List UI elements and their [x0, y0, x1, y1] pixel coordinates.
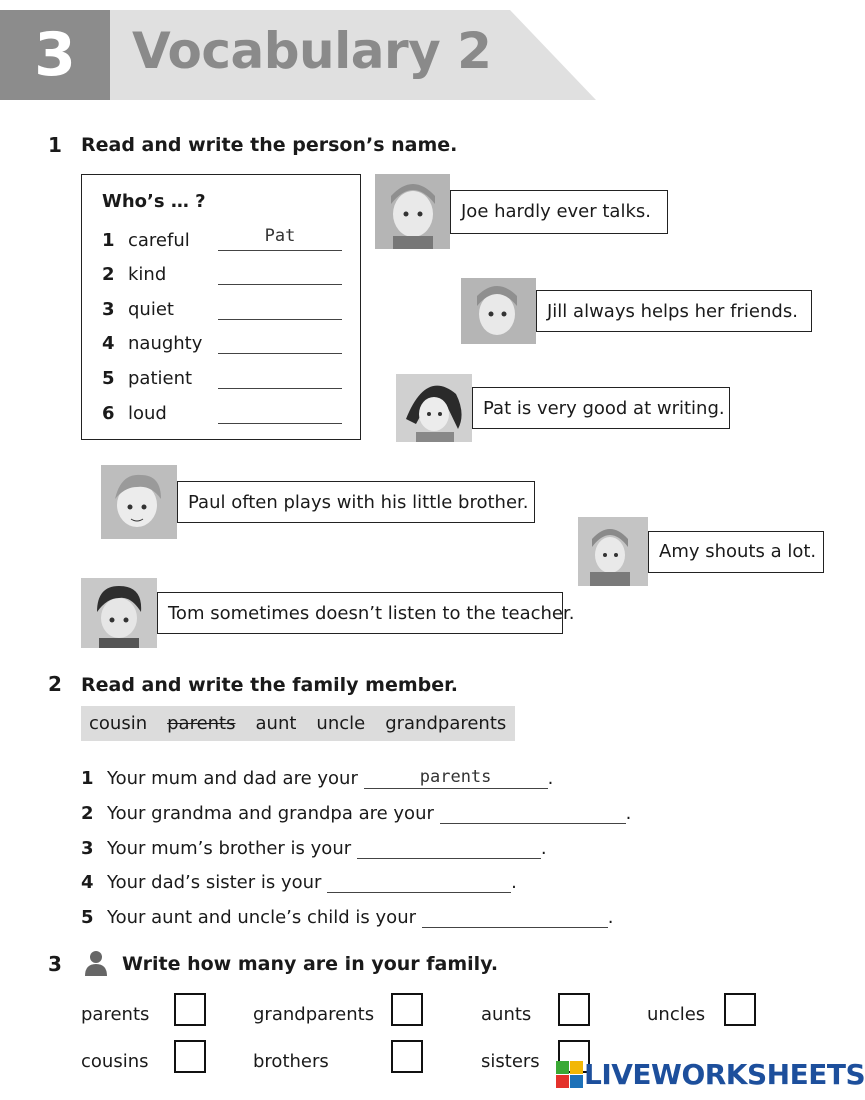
item-number: 4: [102, 333, 115, 354]
answer-line: [218, 353, 342, 354]
liveworksheets-logo-icon: [556, 1061, 584, 1089]
child-portrait-icon: [101, 465, 177, 539]
who-row: [102, 226, 352, 260]
question-text: Your mum and dad are your: [107, 768, 358, 789]
adjective: careful: [128, 230, 190, 251]
full-stop: .: [625, 803, 632, 824]
speech-text: Jill always helps her friends.: [536, 290, 812, 332]
child-portrait-icon: [461, 278, 536, 344]
family-question: [81, 872, 517, 898]
speech-card-paul: [101, 465, 535, 539]
family-question: [81, 838, 547, 864]
word-bank-item: cousin: [89, 713, 148, 734]
item-number: 4: [81, 872, 94, 893]
answer-input[interactable]: [357, 838, 541, 859]
word-bank-item-used: parents: [167, 713, 236, 734]
speech-text: Pat is very good at writing.: [472, 387, 730, 429]
count-label: sisters: [481, 1051, 540, 1072]
liveworksheets-watermark: [556, 1058, 865, 1091]
family-question: [81, 907, 613, 933]
child-portrait-icon: [396, 374, 472, 442]
speech-card-amy: [578, 517, 824, 586]
question-text: Your aunt and uncle’s child is your: [107, 907, 416, 928]
answer-line: [218, 319, 342, 320]
child-portrait-icon: [375, 174, 450, 249]
adjective: naughty: [128, 333, 203, 354]
speech-text: Tom sometimes doesn’t listen to the teacher.: [157, 592, 563, 634]
word-bank-item: uncle: [316, 713, 366, 734]
item-number: 1: [102, 230, 115, 251]
speech-card-tom: [81, 578, 575, 648]
count-input-grandparents[interactable]: [391, 993, 423, 1026]
answer-input[interactable]: Pat: [264, 226, 296, 246]
full-stop: .: [540, 838, 547, 859]
full-stop: .: [607, 907, 614, 928]
section-2-title: Read and write the family member.: [81, 674, 459, 696]
adjective: patient: [128, 368, 193, 389]
question-text: Your mum’s brother is your: [107, 838, 352, 859]
who-row: [102, 368, 352, 398]
watermark-text: LIVEWORKSHEETS: [584, 1058, 865, 1091]
item-number: 6: [102, 403, 115, 424]
answer-input[interactable]: [422, 907, 608, 928]
answer-input[interactable]: [440, 803, 626, 824]
count-input-aunts[interactable]: [558, 993, 590, 1026]
speech-card-pat: [396, 374, 730, 442]
count-label: parents: [81, 1004, 150, 1025]
child-portrait-icon: [81, 578, 157, 648]
answer-line: [218, 388, 342, 389]
count-input-brothers[interactable]: [391, 1040, 423, 1073]
count-input-parents[interactable]: [174, 993, 206, 1026]
item-number: 5: [102, 368, 115, 389]
question-text: Your grandma and grandpa are your: [107, 803, 434, 824]
count-label: uncles: [647, 1004, 706, 1025]
family-question: [81, 768, 553, 794]
section-3-number: 3: [48, 952, 62, 976]
section-1-title: Read and write the person’s name.: [81, 134, 458, 156]
family-question: [81, 803, 631, 829]
adjective: loud: [128, 403, 167, 424]
count-label: brothers: [253, 1051, 329, 1072]
speech-text: Joe hardly ever talks.: [450, 190, 668, 234]
word-bank-item: grandparents: [385, 713, 507, 734]
who-box-title: Who’s … ?: [102, 191, 206, 212]
item-number: 3: [81, 838, 94, 859]
item-number: 2: [81, 803, 94, 824]
who-box: [81, 174, 361, 440]
answer-line: [218, 423, 342, 424]
section-3-title: Write how many are in your family.: [122, 953, 499, 975]
count-label: cousins: [81, 1051, 149, 1072]
question-text: Your dad’s sister is your: [107, 872, 322, 893]
section-1-number: 1: [48, 133, 62, 157]
answer-line: [218, 284, 342, 285]
person-icon: [84, 950, 108, 980]
answer-line: [218, 250, 342, 251]
full-stop: .: [547, 768, 554, 789]
adjective: kind: [128, 264, 167, 285]
child-portrait-icon: [578, 517, 648, 586]
count-input-uncles[interactable]: [724, 993, 756, 1026]
item-number: 3: [102, 299, 115, 320]
count-input-cousins[interactable]: [174, 1040, 206, 1073]
item-number: 2: [102, 264, 115, 285]
who-row: [102, 403, 352, 433]
full-stop: .: [511, 872, 517, 893]
who-row: [102, 333, 352, 363]
speech-text: Paul often plays with his little brother.: [177, 481, 535, 523]
who-row: [102, 264, 352, 294]
speech-text: Amy shouts a lot.: [648, 531, 824, 573]
speech-card-joe: [375, 174, 668, 249]
item-number: 5: [81, 907, 94, 928]
count-label: grandparents: [253, 1004, 375, 1025]
section-2-number: 2: [48, 672, 62, 696]
who-row: [102, 299, 352, 329]
speech-card-jill: [461, 278, 812, 344]
count-label: aunts: [481, 1004, 532, 1025]
page-title: Vocabulary 2: [132, 22, 492, 80]
word-bank-item: aunt: [255, 713, 297, 734]
answer-input[interactable]: [327, 872, 511, 893]
adjective: quiet: [128, 299, 174, 320]
item-number: 1: [81, 768, 94, 789]
unit-number: 3: [0, 10, 110, 100]
answer-input[interactable]: parents: [364, 768, 548, 789]
word-bank: [81, 706, 515, 741]
